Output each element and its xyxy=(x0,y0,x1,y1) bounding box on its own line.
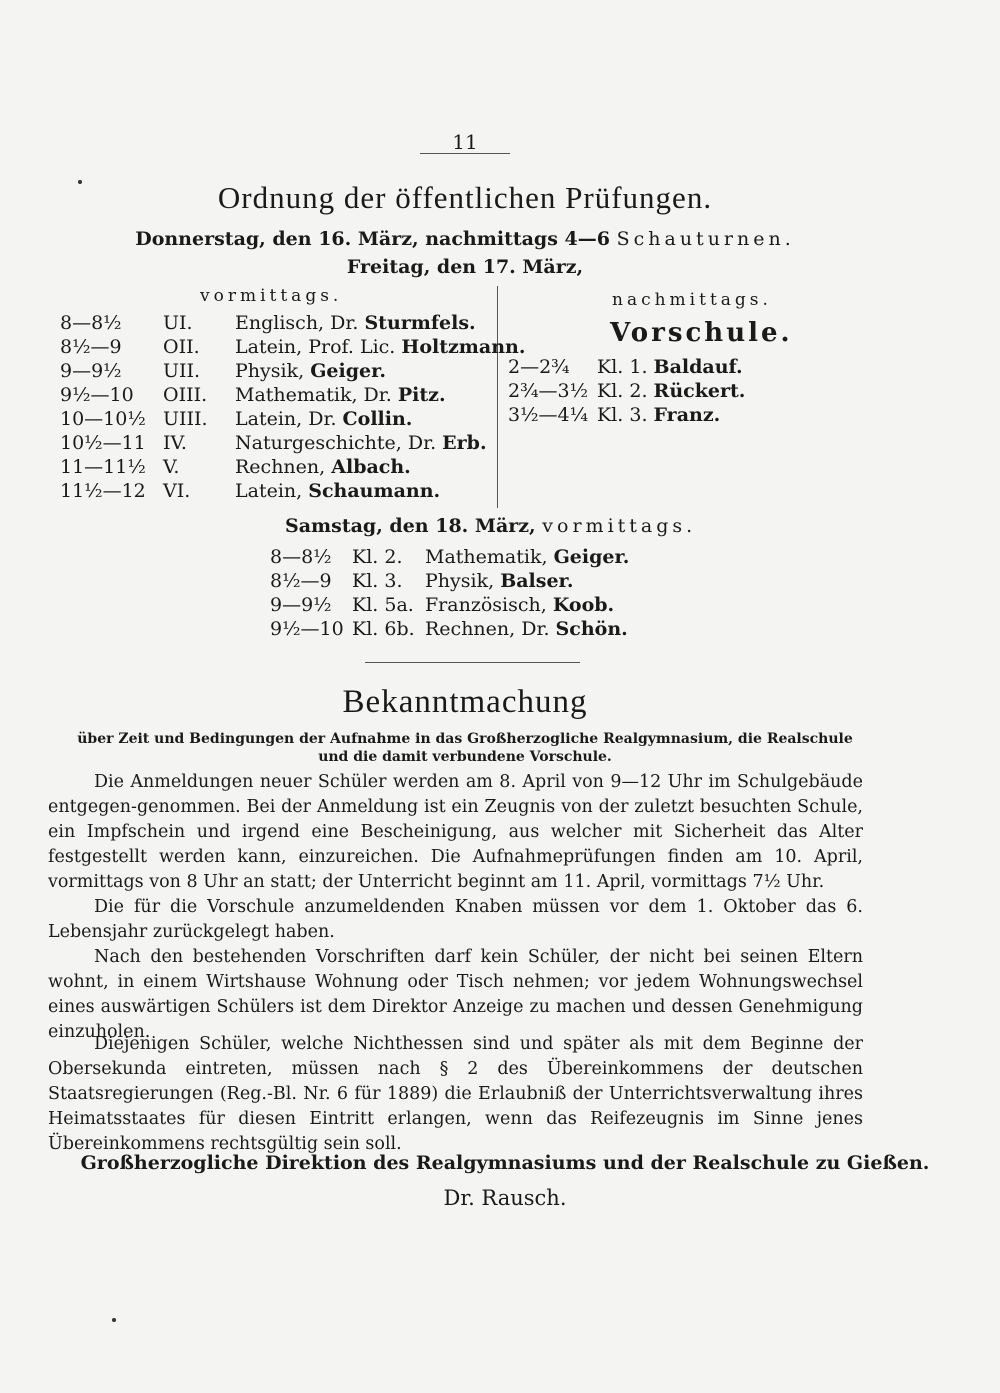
column-divider xyxy=(497,286,498,508)
thursday-text: Donnerstag, den 16. März, nachmittags 4—6 xyxy=(135,228,610,250)
subject-cell: Rechnen, Dr. Schön. xyxy=(425,618,628,640)
time-cell: 2—2¾ xyxy=(508,356,570,378)
thursday-event: Schauturnen. xyxy=(616,228,795,250)
saturday-label: vormittags. xyxy=(542,515,697,537)
class-cell: OII. xyxy=(163,336,200,358)
section-divider xyxy=(365,662,580,663)
time-cell: 9—9½ xyxy=(60,360,122,382)
saturday-heading xyxy=(285,515,696,537)
subject-cell: Latein, Schaumann. xyxy=(235,480,441,502)
time-cell: 3½—4¼ xyxy=(508,404,589,426)
time-cell: 2¾—3½ xyxy=(508,380,589,402)
friday-afternoon-label: nachmittags. xyxy=(612,290,772,310)
class-cell: Kl. 3. xyxy=(352,570,403,592)
announcement-paragraph: Diejenigen Schüler, welche Nichthessen sind und später als mit dem Beginne der Obersekunda eintreten, müssen nach § 2 des Übereinkommens der deutschen Staatsregierungen (Reg.-Bl. Nr. 6 für 1889) die Erlaubniß der Unterrichtsverwaltung ihres Heimatsstaates für diesen Eintritt erlangen, wenn das Reifezeugnis im Sinne jenes Übereinkommens rechtsgültig sein soll. xyxy=(48,1034,863,1154)
signature-line: Großherzogliche Direktion des Realgymnasiums und der Realschule zu Gießen. xyxy=(80,1152,930,1174)
time-cell: 10—10½ xyxy=(60,408,146,430)
subject-cell: Französisch, Koob. xyxy=(425,594,615,616)
class-cell: UIII. xyxy=(163,408,208,430)
time-cell: 8—8½ xyxy=(270,546,332,568)
class-cell: OIII. xyxy=(163,384,208,406)
vorschule-heading: Vorschule. xyxy=(610,318,793,348)
time-cell: 10½—11 xyxy=(60,432,146,454)
time-cell: 9½—10 xyxy=(60,384,134,406)
thursday-line xyxy=(0,228,930,250)
announcement-paragraph: Die Anmeldungen neuer Schüler werden am 8. April von 9—12 Uhr im Schulgebäude entgegen-genommen. Bei der Anmeldung ist ein Zeugnis von der zuletzt besuchten Schule, ein Impfschein und irgend eine Bescheinigung, aus welcher mit Sicherheit das Alter festgestellt werden kann, einzureichen. Die Aufnahmeprüfungen finden am 10. April, vormittags von 8 Uhr an statt; der Unterricht beginnt am 11. April, vormittags 7½ Uhr. xyxy=(48,772,863,892)
subject-cell: Physik, Balser. xyxy=(425,570,574,592)
class-cell: Kl. 5a. xyxy=(352,594,414,616)
saturday-date: Samstag, den 18. März, xyxy=(285,515,536,537)
class-cell: UI. xyxy=(163,312,193,334)
friday-morning-label: vormittags. xyxy=(200,286,343,306)
top-divider xyxy=(420,153,510,154)
announcement-subtitle: über Zeit und Bedingungen der Aufnahme in das Großherzogliche Realgymnasium, die Realschule und die damit verbundene Vorschule. xyxy=(77,731,853,765)
page-number: 11 xyxy=(452,130,478,154)
subject-cell: Latein, Dr. Collin. xyxy=(235,408,413,430)
print-speck xyxy=(112,1318,116,1322)
announcement-paragraph: Nach den bestehenden Vorschriften darf kein Schüler, der nicht bei seinen Eltern wohnt, in einem Wirtshause Wohnung oder Tisch nehmen; vor jedem Wohnungswechsel eines auswärtigen Schülers ist dem Direktor Anzeige zu machen und dessen Genehmigung einzuholen. xyxy=(48,947,863,1042)
time-cell: 9—9½ xyxy=(270,594,332,616)
subject-cell: Englisch, Dr. Sturmfels. xyxy=(235,312,476,334)
subject-cell: Mathematik, Geiger. xyxy=(425,546,630,568)
class-cell: VI. xyxy=(163,480,191,502)
time-cell: 11—11½ xyxy=(60,456,146,478)
subject-cell: Rechnen, Albach. xyxy=(235,456,411,478)
class-cell: IV. xyxy=(163,432,187,454)
time-cell: 8—8½ xyxy=(60,312,122,334)
class-cell: V. xyxy=(163,456,180,478)
time-cell: 8½—9 xyxy=(60,336,122,358)
announcement-paragraph: Die für die Vorschule anzumeldenden Knaben müssen vor dem 1. Oktober das 6. Lebensjahr zurückgelegt haben. xyxy=(48,897,863,942)
page-title: Ordnung der öffentlichen Prüfungen. xyxy=(217,180,713,215)
subject-cell: Latein, Prof. Lic. Holtzmann. xyxy=(235,336,526,358)
subject-cell: Naturgeschichte, Dr. Erb. xyxy=(235,432,487,454)
class-cell: Kl. 2. Rückert. xyxy=(597,380,746,402)
class-cell: Kl. 6b. xyxy=(352,618,415,640)
time-cell: 11½—12 xyxy=(60,480,146,502)
class-cell: Kl. 2. xyxy=(352,546,403,568)
announcement-title: Bekanntmachung xyxy=(342,684,588,720)
subject-cell: Physik, Geiger. xyxy=(235,360,386,382)
signature-name: Dr. Rausch. xyxy=(443,1186,567,1210)
class-cell: Kl. 1. Baldauf. xyxy=(597,356,743,378)
friday-heading: Freitag, den 17. März, xyxy=(346,256,584,278)
time-cell: 8½—9 xyxy=(270,570,332,592)
time-cell: 9½—10 xyxy=(270,618,344,640)
subject-cell: Mathematik, Dr. Pitz. xyxy=(235,384,446,406)
class-cell: UII. xyxy=(163,360,201,382)
class-cell: Kl. 3. Franz. xyxy=(597,404,721,426)
